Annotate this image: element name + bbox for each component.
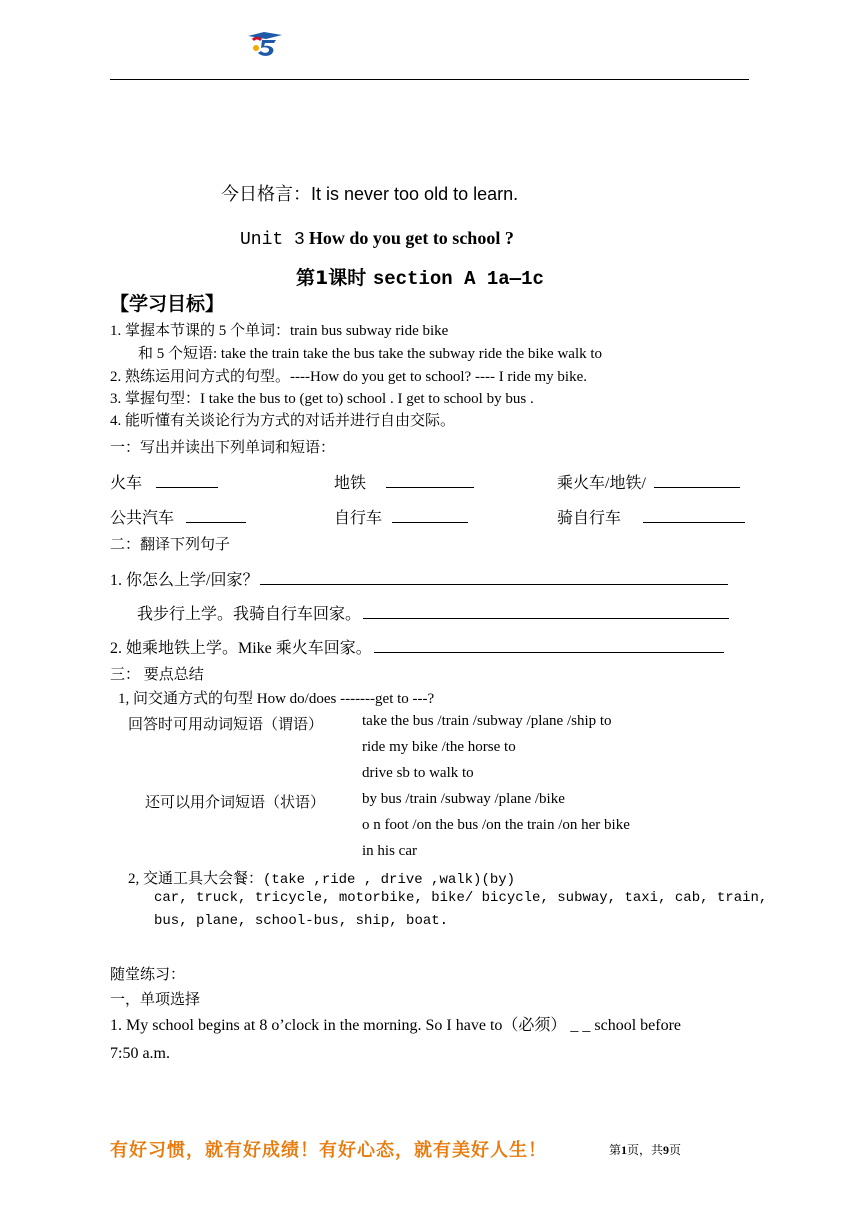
verb-line-2: ride my bike /the horse to (362, 739, 516, 755)
practice-heading: 随堂练习： (110, 967, 186, 983)
prep-line-3: in his car (362, 843, 417, 859)
vocab-label: 地铁 (334, 475, 367, 492)
unit-question: How do you get to school ? (308, 228, 514, 248)
practice-subheading: 一，单项选择 (110, 992, 201, 1008)
answer-line[interactable] (260, 570, 728, 585)
goal-2: 2. 熟练运用问方式的句型。----How do you get to school? ---- I ride my bike. (110, 369, 587, 385)
translate-prompt: 2. 她乘地铁上学。Mike 乘火车回家。 (110, 640, 372, 657)
prep-line-2: o n foot /on the bus /on the train /on her bike (362, 817, 630, 833)
vehicle-list-1: car, truck, tricycle, motorbike, bike/ bicycle, subway, taxi, cab, train, (154, 890, 768, 906)
vocab-train (110, 470, 218, 493)
answer-blank[interactable] (654, 473, 740, 488)
vehicle-list-2: bus, plane, school-bus, ship, boat. (154, 913, 449, 929)
vocab-bike (334, 505, 468, 528)
unit-code: Unit 3 (240, 230, 305, 250)
lesson-title (296, 263, 544, 290)
prep-line-1: by bus /train /subway /plane /bike (362, 791, 565, 807)
summary-q1: 1, 问交通方式的句型 How do/does -------get to ---? (118, 691, 435, 707)
motto-label: 今日格言： (221, 184, 311, 205)
question-1-line-1: 1. My school begins at 8 o’clock in the morning. So I have to（必须） _ _ school before (110, 1017, 682, 1034)
summary-q2-label: 2, 交通工具大会餐： (128, 871, 264, 887)
answer-blank[interactable] (186, 508, 246, 523)
translate-prompt: 我步行上学。我骑自行车回家。 (137, 606, 362, 623)
vocab-ride-bike (557, 505, 745, 528)
vocab-bus (110, 505, 246, 528)
part2-heading: 二：翻译下列句子 (110, 537, 231, 553)
question-1-line-2: 7:50 a.m. (110, 1045, 170, 1062)
unit-title (240, 228, 514, 250)
vocab-subway (334, 470, 474, 493)
translate-1b (137, 601, 729, 624)
verb-phrase-label: 回答时可用动词短语（谓语） (128, 717, 324, 733)
answer-blank[interactable] (643, 508, 745, 523)
goal-1: 1. 掌握本节课的 5 个单词：train bus subway ride bike (110, 323, 449, 339)
answer-blank[interactable] (156, 473, 218, 488)
page-mid: 页，共 (627, 1143, 664, 1157)
verb-line-1: take the bus /train /subway /plane /ship to (362, 713, 612, 729)
vocab-label: 火车 (110, 475, 143, 492)
school-logo-icon (246, 30, 284, 58)
lesson-prefix: 第1课时 (296, 267, 367, 289)
goal-4: 4. 能听懂有关谈论行为方式的对话并进行自由交际。 (110, 413, 456, 429)
vocab-take-train (557, 470, 740, 493)
prep-phrase-label: 还可以用介词短语（状语） (145, 795, 326, 811)
page-number: 1 (621, 1143, 628, 1157)
header-rule (110, 79, 749, 80)
goal-1-phrases: 和 5 个短语: take the train take the bus take the subway ride the bike walk to (138, 346, 603, 362)
page-indicator (609, 1141, 681, 1158)
part1-heading: 一：写出并读出下列单词和短语： (110, 440, 336, 456)
translate-1 (110, 567, 728, 590)
vocab-label: 公共汽车 (110, 510, 175, 527)
answer-blank[interactable] (392, 508, 468, 523)
part3-heading: 三： 要点总结 (110, 667, 204, 683)
vocab-label: 自行车 (334, 510, 383, 527)
page-total: 9 (663, 1143, 670, 1157)
vocab-label: 乘火车/地铁/ (557, 475, 646, 492)
translate-prompt: 1. 你怎么上学/回家？ (110, 572, 259, 589)
verb-line-3: drive sb to walk to (362, 765, 474, 781)
goals-heading: 【学习目标】 (110, 293, 225, 315)
translate-2 (110, 635, 724, 658)
answer-line[interactable] (374, 638, 724, 653)
summary-q2-words: (take ,ride , drive ,walk)(by) (263, 872, 516, 888)
footer-slogan: 有好习惯，就有好成绩！有好心态，就有美好人生！ (110, 1140, 547, 1161)
vocab-label: 骑自行车 (557, 510, 622, 527)
page-prefix: 第 (609, 1143, 622, 1157)
summary-q2 (128, 867, 515, 888)
goal-3: 3. 掌握句型：I take the bus to (get to) school . I get to school by bus . (110, 391, 534, 407)
lesson-section: section A 1a—1c (372, 268, 544, 290)
answer-line[interactable] (363, 604, 729, 619)
daily-motto (221, 180, 518, 206)
motto-text: It is never too old to learn. (311, 184, 519, 204)
answer-blank[interactable] (386, 473, 474, 488)
page-suffix: 页 (669, 1143, 682, 1157)
